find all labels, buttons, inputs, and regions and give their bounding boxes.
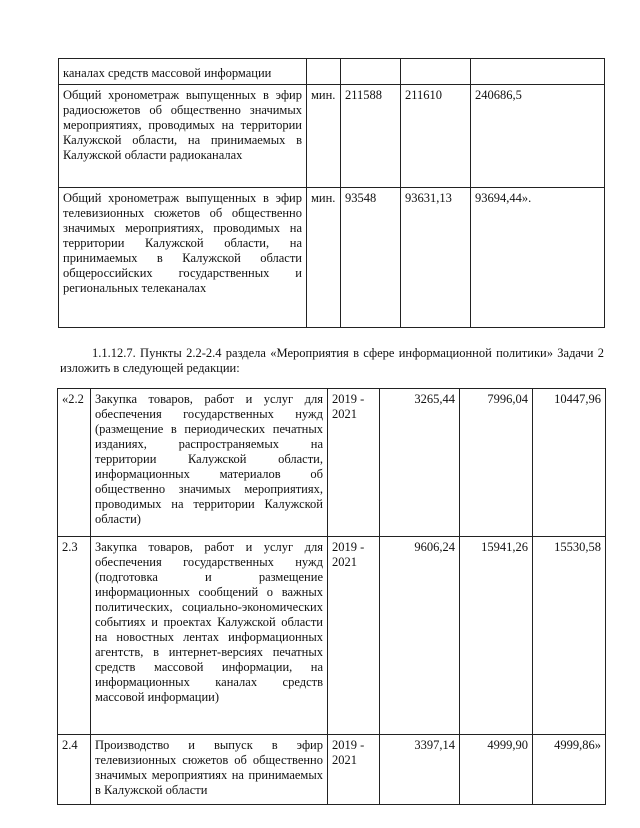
measure-description: Закупка товаров, работ и услуг для обеспечения государственных нужд (размещение в периодических печатных изданиях, распространяемых на территории Калужской области, информационных материалов об общественно значимых мероприятиях, проводимых на территории Калужской области) (91, 389, 328, 537)
measure-value-2019: 9606,24 (380, 537, 460, 735)
measure-value-2019: 3265,44 (380, 389, 460, 537)
table-row (58, 735, 606, 805)
measure-value-2021: 15530,58 (533, 537, 606, 735)
measure-number: 2.4 (58, 735, 91, 805)
indicator-value-2021: 240686,5 (471, 85, 605, 188)
indicator-unit: мин. (307, 188, 341, 328)
measure-number: «2.2 (58, 389, 91, 537)
measure-value-2019: 3397,14 (380, 735, 460, 805)
table-row (59, 188, 605, 328)
indicator-value-2021: 93694,44». (471, 188, 605, 328)
indicator-value-2019: 211588 (341, 85, 401, 188)
table-row (58, 389, 606, 537)
measure-period: 2019 - 2021 (328, 537, 380, 735)
indicator-description: Общий хронометраж выпущенных в эфир радиосюжетов об общественно значимых мероприятиях, проводимых на территории Калужской области, на принимаемых в Калужской области радиоканалах (59, 85, 307, 188)
indicator-unit: мин. (307, 85, 341, 188)
indicator-value-2021 (471, 59, 605, 85)
measure-description: Закупка товаров, работ и услуг для обеспечения государственных нужд (подготовка и размещение информационных сообщений о важных политических, социально-экономических событиях и проектах Калужской области на новостных лентах информационных агентств, в интернет-версиях печатных средств массовой информации, на информационных каналах средств массовой информации) (91, 537, 328, 735)
indicator-value-2019 (341, 59, 401, 85)
amendment-paragraph: 1.1.12.7. Пункты 2.2-2.4 раздела «Мероприятия в сфере информационной политики» Задачи 2 изложить в следующей редакции: (60, 346, 604, 375)
measure-period: 2019 - 2021 (328, 389, 380, 537)
indicator-unit (307, 59, 341, 85)
measure-value-2020: 15941,26 (460, 537, 533, 735)
measure-value-2021: 4999,86» (533, 735, 606, 805)
measure-value-2020: 4999,90 (460, 735, 533, 805)
indicator-value-2020: 93631,13 (401, 188, 471, 328)
measure-number: 2.3 (58, 537, 91, 735)
measure-value-2021: 10447,96 (533, 389, 606, 537)
indicator-value-2020 (401, 59, 471, 85)
indicators-table (58, 58, 605, 328)
measure-period: 2019 - 2021 (328, 735, 380, 805)
table-row (59, 59, 605, 85)
table-row (58, 537, 606, 735)
indicator-value-2020: 211610 (401, 85, 471, 188)
measure-value-2020: 7996,04 (460, 389, 533, 537)
measures-table (57, 388, 606, 805)
indicator-description: Общий хронометраж выпущенных в эфир телевизионных сюжетов об общественно значимых мероприятиях, проводимых на территории Калужской области, на принимаемых в Калужской области общероссийских государственных и региональных телеканалах (59, 188, 307, 328)
indicator-description: каналах средств массовой информации (59, 59, 307, 85)
measure-description: Производство и выпуск в эфир телевизионных сюжетов об общественно значимых мероприятиях на принимаемых в Калужской области (91, 735, 328, 805)
table-row (59, 85, 605, 188)
indicator-value-2019: 93548 (341, 188, 401, 328)
